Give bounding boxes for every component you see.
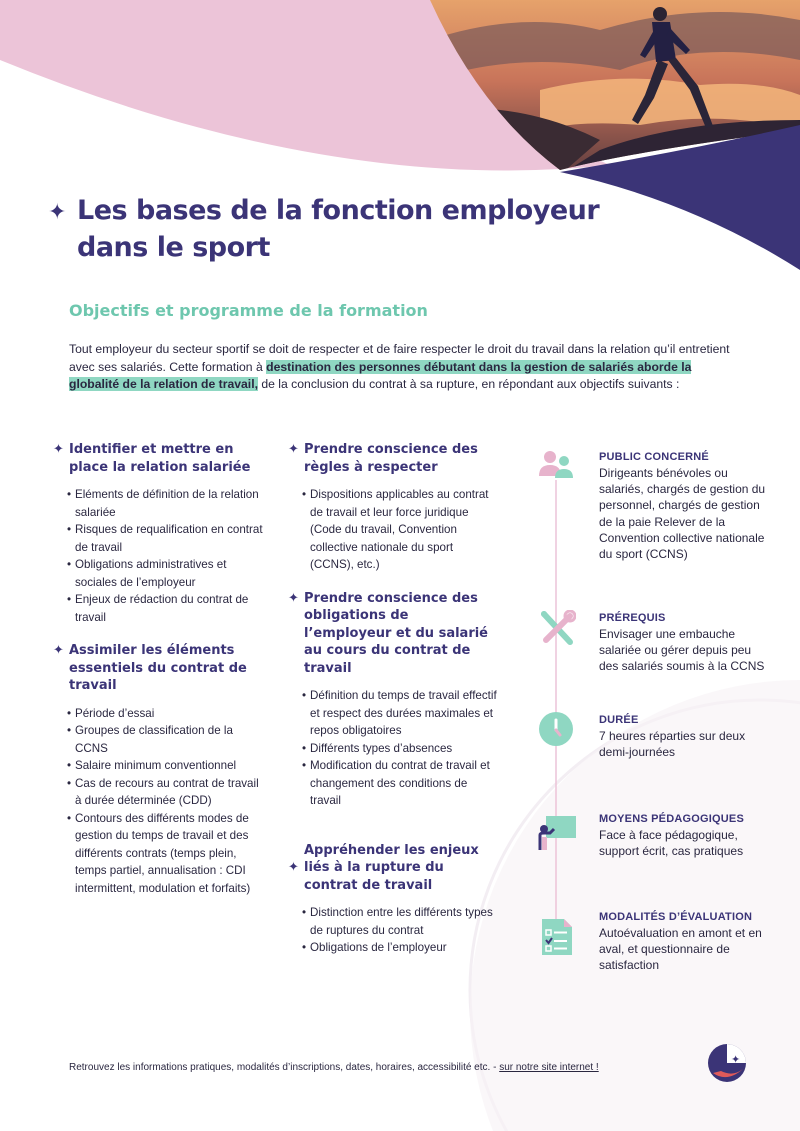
list-item: • Eléments de définition de la relation salariée (67, 486, 263, 521)
list-item: • Définition du temps de travail effectif et respect des durées maximales et repos obligatoires (302, 687, 498, 740)
objective-title: ✦ Prendre conscience des obligations de l’employeur et du salarié au cours du contrat de travail (288, 590, 488, 676)
objective-title: ✦ Identifier et mettre en place la relation salariée (53, 442, 251, 475)
info-public (599, 450, 769, 562)
plus-icon: ✦ (288, 859, 299, 875)
tools-icon (538, 610, 576, 648)
footer-text: Retrouvez les informations pratiques, modalités d’inscriptions, dates, horaires, accessibilité etc. - (69, 1062, 500, 1073)
website-link[interactable]: sur notre site internet ! (499, 1062, 599, 1073)
info-title: MODALITÉS D’ÉVALUATION (599, 911, 753, 923)
list-item: • Risques de requalification en contrat de travail (67, 521, 263, 556)
list-item: • Obligations de l’employeur (302, 939, 498, 957)
list-item: • Période d’essai (67, 705, 263, 723)
intro-paragraph (69, 341, 737, 394)
objectives-column-1 (53, 441, 263, 897)
info-text: Autoévaluation en amont et en aval, et questionnaire de satisfaction (599, 926, 762, 973)
plus-icon: ✦ (288, 590, 299, 606)
list-item: • Salaire minimum conventionnel (67, 757, 263, 775)
page-title (48, 192, 608, 266)
objective-section (288, 590, 498, 810)
objective-section (53, 642, 263, 897)
info-prerequisites (599, 611, 769, 675)
plus-icon: ✦ (53, 643, 64, 658)
list-item: • Obligations administratives et sociales de l’employeur (67, 556, 263, 591)
objectives-column-2 (288, 441, 498, 957)
info-teaching-methods (599, 812, 769, 859)
info-evaluation (599, 910, 769, 974)
plus-icon: ✦ (53, 442, 64, 457)
plus-icon: ✦ (288, 442, 299, 457)
people-icon (537, 448, 577, 482)
objective-section (288, 441, 498, 574)
sparkle-icon: ✦ (48, 200, 66, 225)
list-item: • Cas de recours au contrat de travail à durée déterminée (CDD) (67, 775, 263, 810)
intro-text-after: de la conclusion du contrat à sa rupture, en répondant aux objectifs suivants : (257, 377, 680, 391)
teacher-board-icon (538, 815, 578, 851)
info-text: Face à face pédagogique, support écrit, cas pratiques (599, 828, 744, 859)
title-line-1: Les bases de la fonction employeur (77, 195, 600, 226)
footer-note (69, 1062, 599, 1073)
info-title: PRÉREQUIS (599, 612, 666, 624)
intro-highlight: destination des personnes débutant dans la gestion de salariés aborde la globalité de la relation de travail, (69, 359, 692, 391)
brand-logo (707, 1043, 747, 1083)
objective-title: ✦ Assimiler les éléments essentiels du contrat de travail (53, 643, 247, 693)
list-item: • Distinction entre les différents types de ruptures du contrat (302, 904, 498, 939)
info-text: Envisager une embauche salariée ou gérer depuis peu des salariés soumis à la CCNS (599, 627, 765, 674)
timeline-connector (550, 480, 562, 940)
info-text: Dirigeants bénévoles ou salariés, chargés de gestion du personnel, chargés de gestion de la paie Relever de la Convention collective nationale du sport (CCNS) (599, 466, 766, 562)
info-text: 7 heures réparties sur deux demi-journées (599, 729, 746, 760)
clock-icon (538, 711, 574, 747)
list-item: • Différents types d’absences (302, 740, 498, 758)
info-duration (599, 713, 769, 760)
info-title: DURÉE (599, 714, 639, 726)
objective-section (53, 441, 263, 626)
objective-title: ✦ Appréhender les enjeux liés à la rupture du contrat de travail (288, 842, 479, 893)
title-line-2: dans le sport (77, 232, 270, 263)
objective-section (288, 842, 498, 957)
list-item: • Contours des différents modes de gestion du temps de travail et des différents contrats (temps plein, temps partiel, annualisation : CDI intermittent, modulation et forfaits) (67, 810, 263, 898)
list-item: • Modification du contrat de travail et changement des conditions de travail (302, 757, 498, 810)
intro-text-before: Tout employeur du secteur sportif se doit de respecter et de faire respecter le droit du travail dans la relation qu’il entretient avec ses salariés. Cette formation à (69, 342, 730, 374)
checklist-icon (540, 917, 574, 957)
info-title: MOYENS PÉDAGOGIQUES (599, 813, 744, 825)
info-title: PUBLIC CONCERNÉ (599, 451, 709, 463)
section-subtitle: Objectifs et programme de la formation (69, 301, 428, 320)
objective-title: ✦ Prendre conscience des règles à respecter (288, 442, 478, 475)
svg-text:✦: ✦ (731, 1053, 741, 1066)
list-item: • Dispositions applicables au contrat de travail et leur force juridique (Code du travail, Convention collective nationale du sport (CCNS), etc.) (302, 486, 498, 574)
list-item: • Enjeux de rédaction du contrat de travail (67, 591, 263, 626)
list-item: • Groupes de classification de la CCNS (67, 722, 263, 757)
